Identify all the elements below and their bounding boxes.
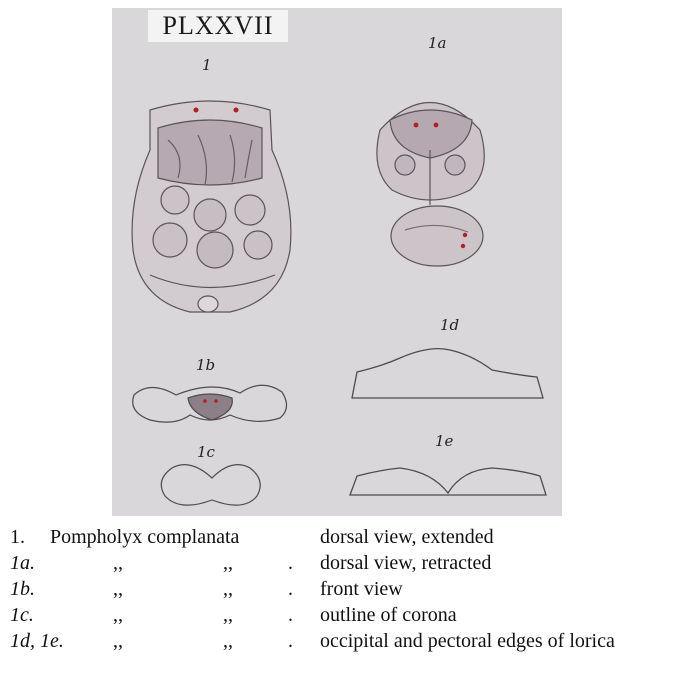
legend-ditto-mark: ,, bbox=[223, 552, 233, 574]
figure-1c-label: 1c bbox=[197, 443, 215, 461]
figure-1e-drawing bbox=[350, 468, 546, 495]
legend-number: 1c. bbox=[10, 604, 34, 626]
legend-description: front view bbox=[320, 578, 403, 600]
legend-row bbox=[0, 552, 700, 578]
legend-ditto-mark: ,, bbox=[223, 578, 233, 600]
figure-1-drawing bbox=[132, 101, 291, 312]
figure-1a-label: 1a bbox=[428, 34, 447, 52]
legend-ditto-mark: ,, bbox=[113, 578, 123, 600]
figure-1e-label: 1e bbox=[435, 432, 454, 450]
figure-1d-drawing bbox=[352, 349, 543, 398]
legend-ditto-mark: ,, bbox=[113, 630, 123, 652]
legend-species-name: Pompholyx complanata bbox=[50, 526, 240, 548]
legend-leader-dot: . bbox=[288, 604, 293, 626]
legend-row bbox=[0, 578, 700, 604]
legend-number: 1a. bbox=[10, 552, 35, 574]
figure-1b-drawing bbox=[133, 385, 287, 422]
figure-legend bbox=[0, 520, 700, 700]
legend-leader-dot: . bbox=[288, 552, 293, 574]
legend-number: 1d, 1e. bbox=[10, 630, 64, 652]
legend-description: occipital and pectoral edges of lorica bbox=[320, 630, 615, 652]
legend-description: outline of corona bbox=[320, 604, 457, 626]
legend-ditto-mark: ,, bbox=[223, 630, 233, 652]
legend-leader-dot: . bbox=[288, 578, 293, 600]
legend-ditto-mark: ,, bbox=[223, 604, 233, 626]
legend-ditto-mark: ,, bbox=[113, 552, 123, 574]
legend-description: dorsal view, retracted bbox=[320, 552, 492, 574]
legend-row bbox=[0, 604, 700, 630]
legend-row bbox=[0, 526, 700, 552]
figure-1b-label: 1b bbox=[196, 356, 216, 374]
plate-title: PLXXVII bbox=[148, 10, 288, 42]
legend-leader-dot: . bbox=[288, 630, 293, 652]
figure-1a-drawing bbox=[377, 103, 484, 267]
figure-1c-drawing bbox=[161, 465, 260, 505]
legend-ditto-mark: ,, bbox=[113, 604, 123, 626]
legend-number: 1. bbox=[10, 526, 25, 548]
legend-row bbox=[0, 630, 700, 656]
figure-1-label: 1 bbox=[202, 56, 212, 74]
figure-1d-label: 1d bbox=[440, 316, 460, 334]
legend-number: 1b. bbox=[10, 578, 35, 600]
legend-description: dorsal view, extended bbox=[320, 526, 494, 548]
